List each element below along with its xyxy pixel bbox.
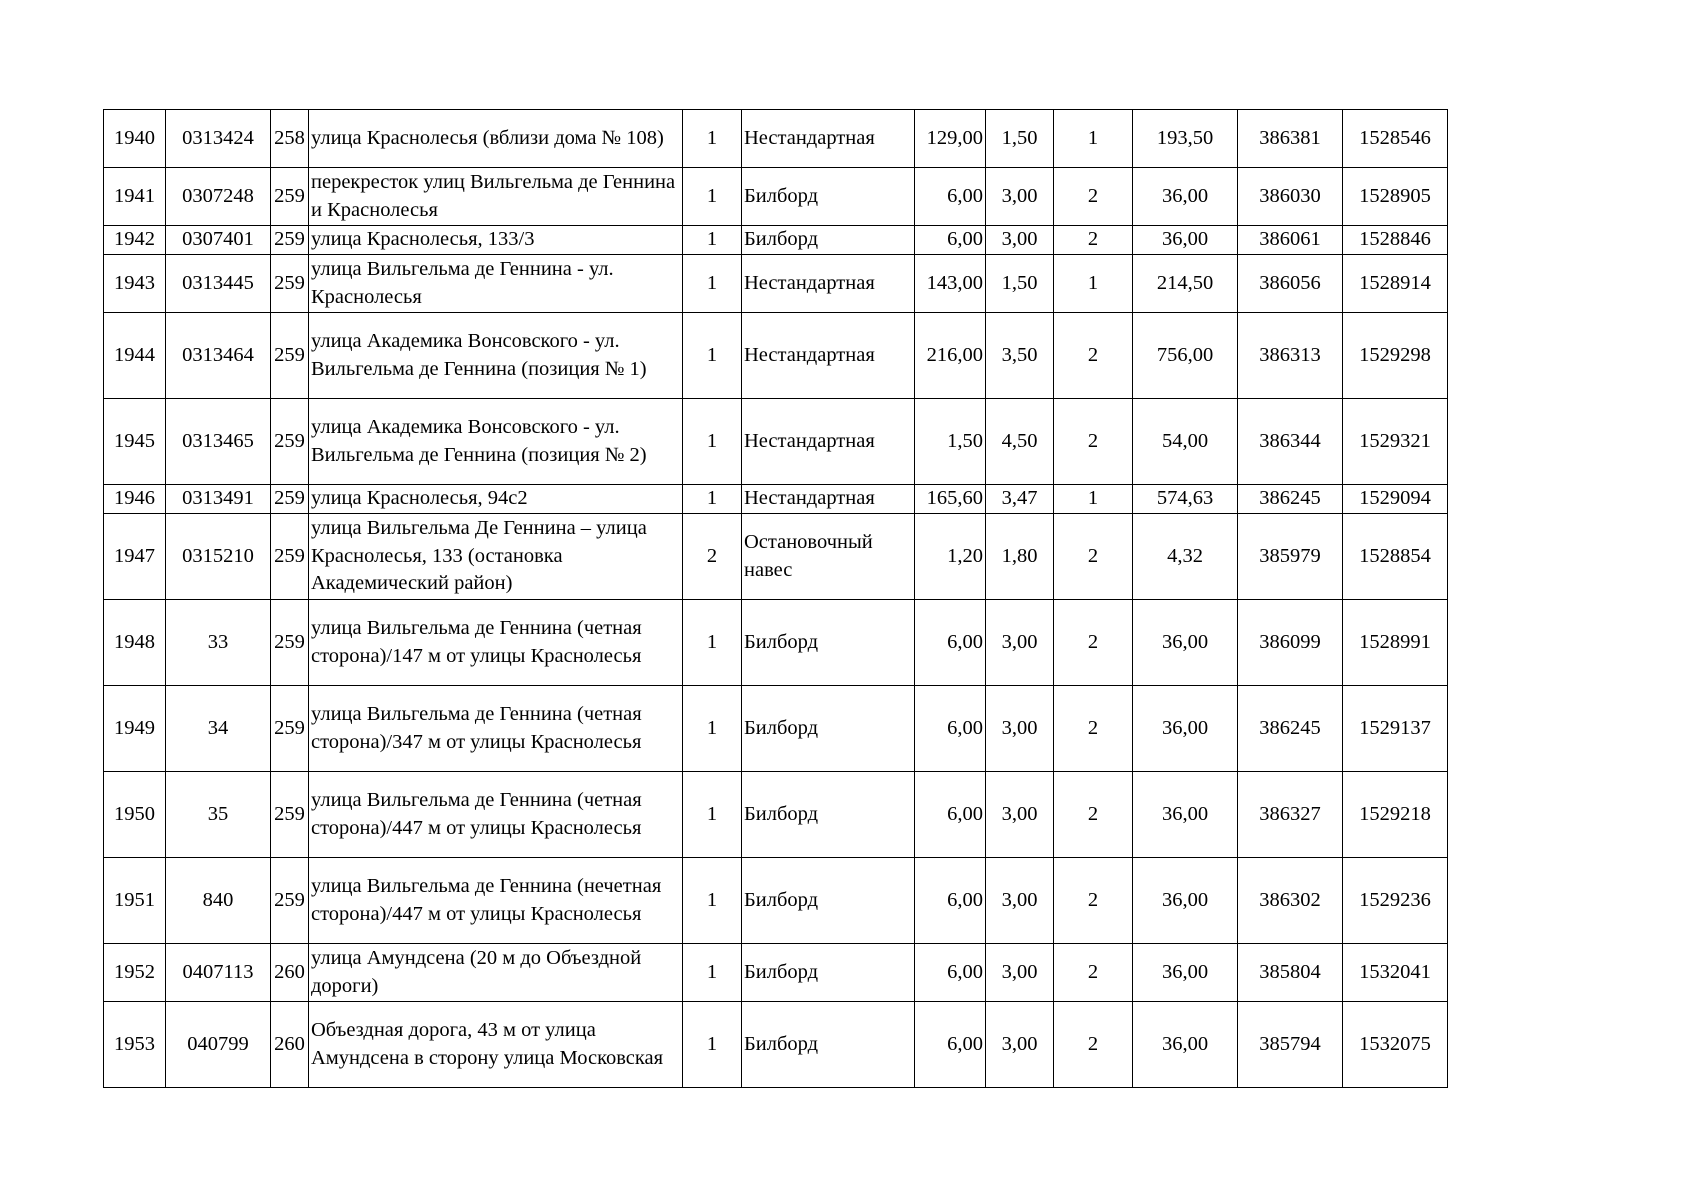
cell-structure-type: Билборд: [742, 686, 915, 772]
cell-structure-count: 1: [683, 858, 742, 944]
table-row: [104, 772, 1448, 858]
table-row: [104, 1002, 1448, 1088]
cell-address: улица Академика Вонсовского - ул. Вильгельма де Геннина (позиция № 1): [309, 313, 683, 399]
cell-field-height: 3,00: [986, 858, 1054, 944]
cell-coordinate-x: 386061: [1238, 226, 1343, 255]
cell-total-area: 574,63: [1133, 485, 1238, 514]
cell-field-height: 1,50: [986, 110, 1054, 168]
cell-row-number: 1941: [104, 168, 166, 226]
cell-zone-number: 258: [271, 110, 309, 168]
cell-coordinate-x: 386245: [1238, 485, 1343, 514]
cell-coordinate-x: 386056: [1238, 255, 1343, 313]
cell-row-number: 1944: [104, 313, 166, 399]
cell-field-width: 6,00: [915, 772, 986, 858]
cell-field-height: 3,00: [986, 944, 1054, 1002]
cell-field-width: 6,00: [915, 686, 986, 772]
cell-sides-count: 2: [1054, 168, 1133, 226]
cell-sides-count: 2: [1054, 944, 1133, 1002]
table-row: [104, 313, 1448, 399]
cell-address: улица Вильгельма Де Геннина – улица Краснолесья, 133 (остановка Академический район): [309, 514, 683, 600]
table-row: [104, 600, 1448, 686]
cell-field-width: 6,00: [915, 226, 986, 255]
cell-structure-count: 1: [683, 944, 742, 1002]
cell-structure-count: 1: [683, 686, 742, 772]
cell-structure-count: 1: [683, 1002, 742, 1088]
cell-coordinate-x: 385804: [1238, 944, 1343, 1002]
cell-structure-type: Билборд: [742, 600, 915, 686]
cell-structure-count: 1: [683, 313, 742, 399]
table-row: [104, 944, 1448, 1002]
cell-row-number: 1948: [104, 600, 166, 686]
cell-coordinate-y: 1528991: [1343, 600, 1448, 686]
cell-zone-number: 260: [271, 944, 309, 1002]
cell-structure-count: 1: [683, 226, 742, 255]
cell-structure-count: 1: [683, 600, 742, 686]
cell-structure-code: 0313464: [166, 313, 271, 399]
cell-total-area: 54,00: [1133, 399, 1238, 485]
cell-zone-number: 259: [271, 514, 309, 600]
cell-coordinate-y: 1529137: [1343, 686, 1448, 772]
cell-coordinate-x: 386344: [1238, 399, 1343, 485]
cell-address: перекресток улиц Вильгельма де Геннина и Краснолесья: [309, 168, 683, 226]
cell-structure-code: 35: [166, 772, 271, 858]
cell-structure-type: Нестандартная: [742, 255, 915, 313]
cell-coordinate-y: 1529321: [1343, 399, 1448, 485]
cell-coordinate-y: 1529236: [1343, 858, 1448, 944]
cell-zone-number: 259: [271, 772, 309, 858]
cell-coordinate-y: 1532041: [1343, 944, 1448, 1002]
cell-structure-count: 1: [683, 110, 742, 168]
cell-address: улица Краснолесья, 133/3: [309, 226, 683, 255]
cell-structure-type: Нестандартная: [742, 110, 915, 168]
cell-field-width: 1,20: [915, 514, 986, 600]
table-row: [104, 686, 1448, 772]
cell-field-width: 6,00: [915, 858, 986, 944]
cell-coordinate-y: 1529094: [1343, 485, 1448, 514]
cell-address: улица Вильгельма де Геннина (нечетная сторона)/447 м от улицы Краснолесья: [309, 858, 683, 944]
cell-total-area: 36,00: [1133, 944, 1238, 1002]
cell-sides-count: 2: [1054, 686, 1133, 772]
cell-row-number: 1940: [104, 110, 166, 168]
cell-field-height: 1,50: [986, 255, 1054, 313]
cell-coordinate-x: 385979: [1238, 514, 1343, 600]
cell-coordinate-y: 1528546: [1343, 110, 1448, 168]
cell-structure-count: 1: [683, 399, 742, 485]
cell-coordinate-x: 386302: [1238, 858, 1343, 944]
cell-field-height: 3,00: [986, 168, 1054, 226]
cell-row-number: 1950: [104, 772, 166, 858]
cell-row-number: 1949: [104, 686, 166, 772]
cell-row-number: 1946: [104, 485, 166, 514]
cell-structure-type: Билборд: [742, 226, 915, 255]
cell-field-height: 3,00: [986, 1002, 1054, 1088]
cell-total-area: 36,00: [1133, 686, 1238, 772]
cell-sides-count: 1: [1054, 255, 1133, 313]
cell-zone-number: 259: [271, 858, 309, 944]
cell-field-width: 6,00: [915, 944, 986, 1002]
cell-total-area: 4,32: [1133, 514, 1238, 600]
cell-structure-count: 1: [683, 485, 742, 514]
cell-row-number: 1952: [104, 944, 166, 1002]
table-row: [104, 858, 1448, 944]
cell-row-number: 1947: [104, 514, 166, 600]
cell-sides-count: 2: [1054, 1002, 1133, 1088]
table-row: [104, 514, 1448, 600]
cell-field-width: 216,00: [915, 313, 986, 399]
cell-coordinate-y: 1528905: [1343, 168, 1448, 226]
table-row: [104, 399, 1448, 485]
cell-total-area: 36,00: [1133, 600, 1238, 686]
cell-structure-code: 0307401: [166, 226, 271, 255]
cell-field-height: 3,47: [986, 485, 1054, 514]
cell-structure-type: Билборд: [742, 772, 915, 858]
cell-field-height: 1,80: [986, 514, 1054, 600]
cell-address: улица Вильгельма де Геннина - ул. Краснолесья: [309, 255, 683, 313]
table-row: [104, 226, 1448, 255]
cell-zone-number: 259: [271, 686, 309, 772]
cell-field-height: 4,50: [986, 399, 1054, 485]
cell-zone-number: 259: [271, 313, 309, 399]
cell-sides-count: 2: [1054, 226, 1133, 255]
cell-coordinate-x: 386381: [1238, 110, 1343, 168]
cell-field-width: 143,00: [915, 255, 986, 313]
cell-coordinate-y: 1529298: [1343, 313, 1448, 399]
cell-structure-type: Нестандартная: [742, 399, 915, 485]
cell-structure-count: 2: [683, 514, 742, 600]
cell-coordinate-x: 386327: [1238, 772, 1343, 858]
cell-total-area: 193,50: [1133, 110, 1238, 168]
cell-coordinate-y: 1528914: [1343, 255, 1448, 313]
cell-structure-code: 0315210: [166, 514, 271, 600]
cell-sides-count: 2: [1054, 772, 1133, 858]
cell-field-height: 3,00: [986, 686, 1054, 772]
cell-total-area: 756,00: [1133, 313, 1238, 399]
cell-field-width: 6,00: [915, 600, 986, 686]
table-row: [104, 110, 1448, 168]
cell-field-height: 3,00: [986, 226, 1054, 255]
cell-coordinate-y: 1528846: [1343, 226, 1448, 255]
cell-address: улица Краснолесья (вблизи дома № 108): [309, 110, 683, 168]
cell-address: улица Амундсена (20 м до Объездной дороги): [309, 944, 683, 1002]
cell-structure-code: 34: [166, 686, 271, 772]
cell-zone-number: 259: [271, 399, 309, 485]
table-body: [104, 110, 1448, 1088]
cell-structure-count: 1: [683, 168, 742, 226]
cell-structure-code: 33: [166, 600, 271, 686]
cell-structure-code: 040799: [166, 1002, 271, 1088]
cell-zone-number: 259: [271, 255, 309, 313]
cell-row-number: 1943: [104, 255, 166, 313]
table-row: [104, 255, 1448, 313]
cell-address: улица Вильгельма де Геннина (четная сторона)/447 м от улицы Краснолесья: [309, 772, 683, 858]
cell-field-width: 6,00: [915, 1002, 986, 1088]
cell-structure-code: 0313491: [166, 485, 271, 514]
cell-row-number: 1951: [104, 858, 166, 944]
cell-field-height: 3,00: [986, 600, 1054, 686]
cell-sides-count: 2: [1054, 313, 1133, 399]
cell-structure-type: Билборд: [742, 858, 915, 944]
cell-total-area: 36,00: [1133, 772, 1238, 858]
cell-coordinate-x: 386245: [1238, 686, 1343, 772]
cell-address: улица Вильгельма де Геннина (четная сторона)/347 м от улицы Краснолесья: [309, 686, 683, 772]
table-row: [104, 168, 1448, 226]
cell-row-number: 1942: [104, 226, 166, 255]
cell-structure-code: 0313445: [166, 255, 271, 313]
cell-address: Объездная дорога, 43 м от улица Амундсена в сторону улица Московская: [309, 1002, 683, 1088]
cell-field-height: 3,00: [986, 772, 1054, 858]
cell-structure-code: 0313465: [166, 399, 271, 485]
cell-sides-count: 1: [1054, 110, 1133, 168]
cell-address: улица Краснолесья, 94с2: [309, 485, 683, 514]
cell-structure-count: 1: [683, 772, 742, 858]
cell-structure-type: Билборд: [742, 944, 915, 1002]
cell-total-area: 214,50: [1133, 255, 1238, 313]
cell-structure-type: Нестандартная: [742, 313, 915, 399]
cell-structure-code: 0313424: [166, 110, 271, 168]
cell-zone-number: 260: [271, 1002, 309, 1088]
cell-field-width: 1,50: [915, 399, 986, 485]
cell-coordinate-y: 1532075: [1343, 1002, 1448, 1088]
cell-sides-count: 1: [1054, 485, 1133, 514]
cell-structure-type: Билборд: [742, 168, 915, 226]
advertising-structures-table: [103, 109, 1448, 1088]
cell-coordinate-x: 385794: [1238, 1002, 1343, 1088]
cell-structure-count: 1: [683, 255, 742, 313]
cell-sides-count: 2: [1054, 600, 1133, 686]
cell-structure-type: Билборд: [742, 1002, 915, 1088]
cell-sides-count: 2: [1054, 858, 1133, 944]
cell-structure-type: Остановочный навес: [742, 514, 915, 600]
cell-field-width: 6,00: [915, 168, 986, 226]
cell-zone-number: 259: [271, 485, 309, 514]
cell-field-height: 3,50: [986, 313, 1054, 399]
cell-zone-number: 259: [271, 600, 309, 686]
table-row: [104, 485, 1448, 514]
cell-zone-number: 259: [271, 226, 309, 255]
cell-structure-code: 0307248: [166, 168, 271, 226]
cell-sides-count: 2: [1054, 514, 1133, 600]
cell-coordinate-y: 1528854: [1343, 514, 1448, 600]
cell-address: улица Вильгельма де Геннина (четная сторона)/147 м от улицы Краснолесья: [309, 600, 683, 686]
cell-field-width: 165,60: [915, 485, 986, 514]
cell-row-number: 1945: [104, 399, 166, 485]
cell-coordinate-x: 386313: [1238, 313, 1343, 399]
cell-coordinate-x: 386099: [1238, 600, 1343, 686]
cell-coordinate-y: 1529218: [1343, 772, 1448, 858]
cell-zone-number: 259: [271, 168, 309, 226]
cell-structure-type: Нестандартная: [742, 485, 915, 514]
cell-row-number: 1953: [104, 1002, 166, 1088]
cell-field-width: 129,00: [915, 110, 986, 168]
cell-total-area: 36,00: [1133, 1002, 1238, 1088]
cell-sides-count: 2: [1054, 399, 1133, 485]
cell-structure-code: 0407113: [166, 944, 271, 1002]
cell-coordinate-x: 386030: [1238, 168, 1343, 226]
cell-structure-code: 840: [166, 858, 271, 944]
cell-address: улица Академика Вонсовского - ул. Вильгельма де Геннина (позиция № 2): [309, 399, 683, 485]
cell-total-area: 36,00: [1133, 226, 1238, 255]
cell-total-area: 36,00: [1133, 168, 1238, 226]
cell-total-area: 36,00: [1133, 858, 1238, 944]
